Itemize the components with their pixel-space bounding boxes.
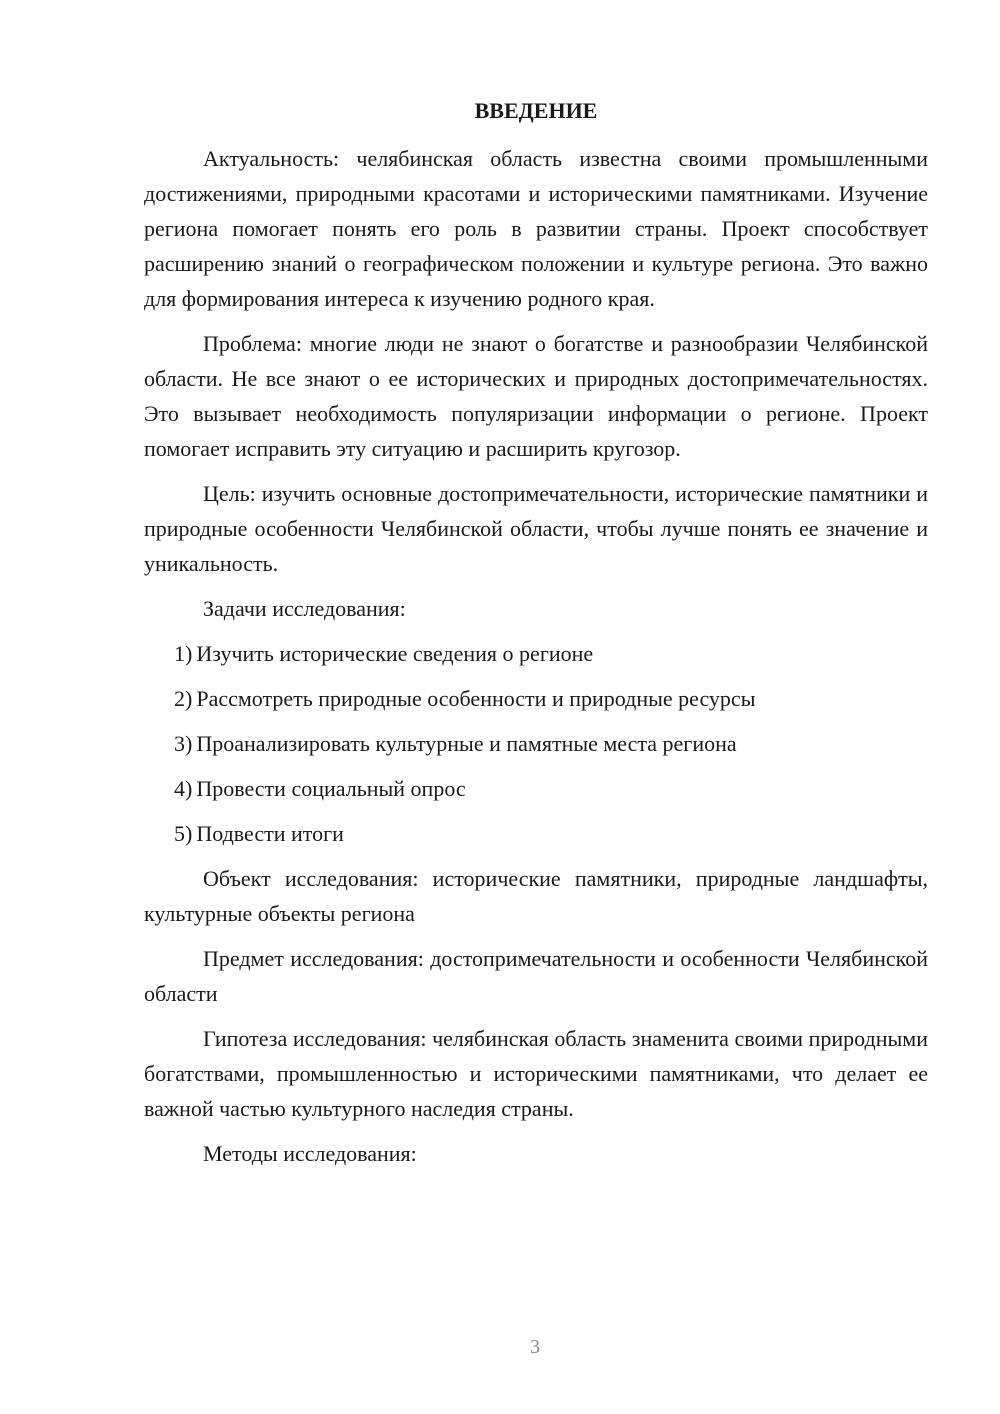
document-body xyxy=(144,141,928,1181)
paragraph-methods: Методы исследования: xyxy=(203,1141,417,1166)
list-item-text: Подвести итоги xyxy=(196,821,344,846)
list-item-text: Провести социальный опрос xyxy=(196,776,466,801)
list-item-number: 5) xyxy=(174,821,193,846)
list-item xyxy=(144,636,928,671)
paragraph-tasks-intro: Задачи исследования: xyxy=(203,596,406,621)
list-item xyxy=(144,816,928,851)
paragraph-goal: Цель: изучить основные достопримечательности, исторические памятники и природные особенности Челябинской области, чтобы лучше понять ее значение и уникальность. xyxy=(144,481,928,576)
list-item-text: Проанализировать культурные и памятные места региона xyxy=(196,731,737,756)
paragraph-hypothesis: Гипотеза исследования: челябинская область знаменита своими природными богатствами, промышленностью и историческими памятниками, что делает ее важной частью культурного наследия страны. xyxy=(144,1026,928,1121)
list-item xyxy=(144,681,928,716)
list-item-number: 2) xyxy=(174,686,193,711)
list-item xyxy=(144,726,928,761)
list-item-number: 3) xyxy=(174,731,193,756)
list-item-number: 1) xyxy=(174,641,193,666)
list-item-number: 4) xyxy=(174,776,193,801)
page-number: 3 xyxy=(530,1336,540,1358)
list-item-text: Рассмотреть природные особенности и природные ресурсы xyxy=(196,686,756,711)
paragraph-relevance: Актуальность: челябинская область известна своими промышленными достижениями, природными красотами и историческими памятниками. Изучение региона помогает понять его роль в развитии страны. Проект способствует расширению знаний о географическом положении и культуре региона. Это важно для формирования интереса к изучению родного края. xyxy=(144,146,928,311)
list-item-text: Изучить исторические сведения о регионе xyxy=(196,641,594,666)
paragraph-object: Объект исследования: исторические памятники, природные ландшафты, культурные объекты региона xyxy=(144,866,928,926)
paragraph-problem: Проблема: многие люди не знают о богатстве и разнообразии Челябинской области. Не все знают о ее исторических и природных достопримечательностях. Это вызывает необходимость популяризации информации о регионе. Проект помогает исправить эту ситуацию и расширить кругозор. xyxy=(144,331,928,461)
task-list xyxy=(144,636,928,851)
list-item xyxy=(144,771,928,806)
page-title: ВВЕДЕНИЕ xyxy=(474,98,598,123)
paragraph-subject: Предмет исследования: достопримечательности и особенности Челябинской области xyxy=(144,946,928,1006)
